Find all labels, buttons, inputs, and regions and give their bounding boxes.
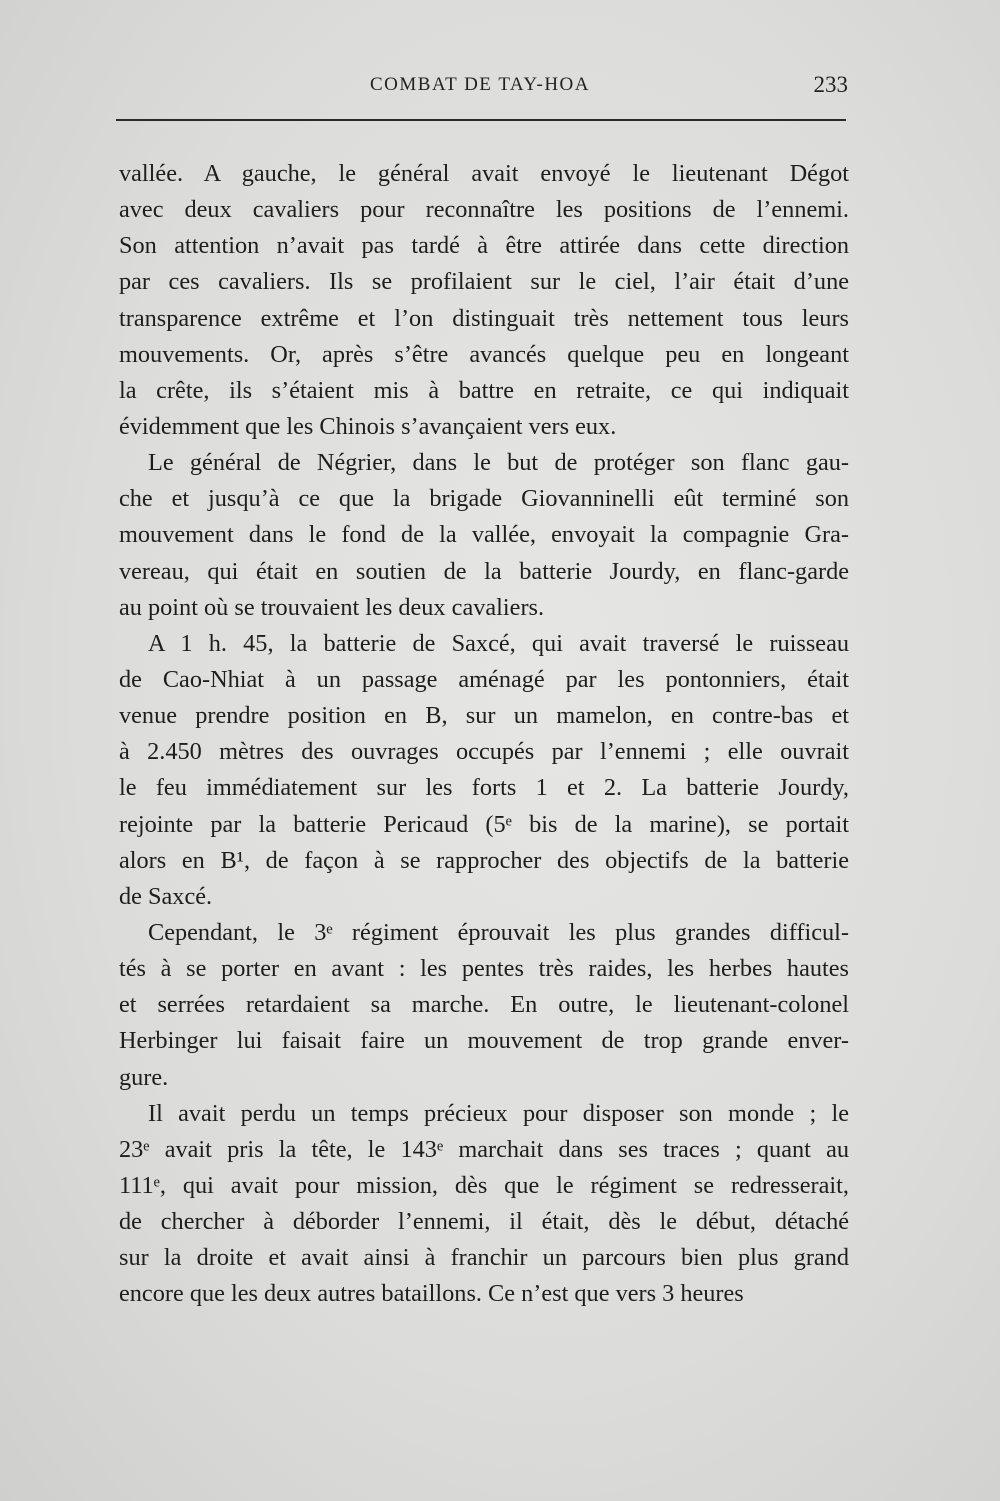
text-line: Herbinger lui faisait faire un mouvement de trop grande enver- [119,1027,849,1055]
text-line: 23ᵉ avait pris la tête, le 143ᵉ marchait dans ses traces ; quant au [119,1135,849,1163]
text-line: de Saxcé. [119,882,213,910]
text-line: A 1 h. 45, la batterie de Saxcé, qui avait traversé le ruisseau [148,629,849,657]
text-line: vereau, qui était en soutien de la batterie Jourdy, en flanc-garde [119,557,849,585]
text-line: Il avait perdu un temps précieux pour disposer son monde ; le [148,1099,849,1127]
text-line: Cependant, le 3ᵉ régiment éprouvait les plus grandes difficul- [148,918,849,946]
text-line: Le général de Négrier, dans le but de protéger son flanc gau- [148,449,849,477]
text-line: encore que les deux autres bataillons. Ce n’est que vers 3 heures [119,1280,744,1308]
running-head-title: COMBAT DE TAY-HOA [370,74,590,95]
paragraph [119,445,849,626]
text-line: de Cao-Nhiat à un passage aménagé par les pontonniers, était [119,665,849,693]
text-line: tés à se porter en avant : les pentes très raides, les herbes hautes [119,955,849,983]
text-line: rejointe par la batterie Pericaud (5ᵉ bis de la marine), se portait [119,810,849,838]
text-line: de chercher à déborder l’ennemi, il était, dès le début, détaché [119,1208,849,1236]
text-line: Son attention n’avait pas tardé à être attirée dans cette direction [119,232,849,260]
text-line: transparence extrême et l’on distinguait très nettement tous leurs [119,304,849,332]
text-line: la crête, ils s’étaient mis à battre en retraite, ce qui indiquait [119,376,849,404]
text-line: gure. [119,1063,169,1091]
body-text [119,156,849,1313]
text-line: évidemment que les Chinois s’avançaient vers eux. [119,412,617,440]
text-line: à 2.450 mètres des ouvrages occupés par l’ennemi ; elle ouvrait [119,738,849,766]
page-number: 233 [813,72,848,97]
text-line: che et jusqu’à ce que la brigade Giovanninelli eût terminé son [119,485,849,513]
paragraph [119,1096,849,1313]
text-line: sur la droite et avait ainsi à franchir un parcours bien plus grand [119,1244,849,1272]
text-line: le feu immédiatement sur les forts 1 et 2. La batterie Jourdy, [119,774,849,802]
header-rule [116,119,846,121]
text-line: avec deux cavaliers pour reconnaître les positions de l’ennemi. [119,196,849,224]
text-line: mouvements. Or, après s’être avancés quelque peu en longeant [119,340,849,368]
text-line: par ces cavaliers. Ils se profilaient sur le ciel, l’air était d’une [119,268,849,296]
paragraph [119,915,849,1096]
text-line: venue prendre position en B, sur un mamelon, en contre-bas et [119,702,849,730]
running-head [118,74,848,104]
text-line: au point où se trouvaient les deux cavaliers. [119,593,545,621]
paragraph [119,156,849,445]
text-line: alors en B¹, de façon à se rapprocher des objectifs de la batterie [119,846,849,874]
paragraph [119,626,849,915]
text-line: 111ᵉ, qui avait pour mission, dès que le régiment se redresserait, [119,1171,849,1199]
text-line: mouvement dans le fond de la vallée, envoyait la compagnie Gra- [119,521,849,549]
text-line: et serrées retardaient sa marche. En outre, le lieutenant-colonel [119,991,849,1019]
text-line: vallée. A gauche, le général avait envoyé le lieutenant Dégot [119,160,849,187]
